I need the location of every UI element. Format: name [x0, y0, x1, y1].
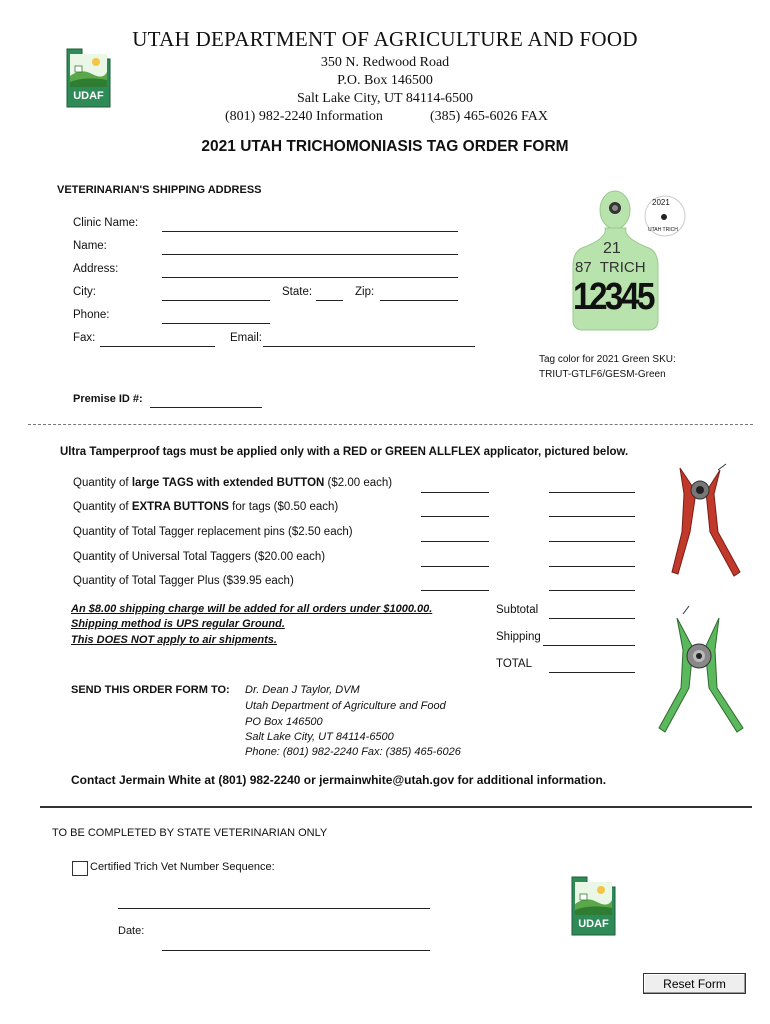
- red-applicator-image: [660, 462, 750, 582]
- qty-large-tags[interactable]: [421, 478, 489, 493]
- send-to-line-5: Phone: (801) 982-2240 Fax: (385) 465-6026: [245, 746, 461, 758]
- total-input[interactable]: [549, 658, 635, 673]
- phone-label: Phone:: [73, 309, 110, 321]
- item-tagger-plus: Quantity of Total Tagger Plus ($39.95 each): [73, 575, 294, 587]
- certified-label: Certified Trich Vet Number Sequence:: [90, 861, 275, 873]
- department-title: UTAH DEPARTMENT OF AGRICULTURE AND FOOD: [132, 27, 638, 51]
- state-vet-heading: TO BE COMPLETED BY STATE VETERINARIAN ONLY: [52, 827, 328, 839]
- send-to-label: SEND THIS ORDER FORM TO:: [71, 684, 230, 696]
- logo-text-bottom: UDAF: [578, 918, 609, 930]
- qty-tagger-plus[interactable]: [421, 576, 489, 591]
- certified-checkbox[interactable]: [72, 861, 88, 876]
- qty-replacement-pins[interactable]: [421, 527, 489, 542]
- tag-line2: 87 TRICH: [575, 259, 646, 276]
- premise-id-label: Premise ID #:: [73, 393, 143, 405]
- address-line-3: Salt Lake City, UT 84114-6500: [296, 91, 474, 106]
- address-input[interactable]: [162, 263, 458, 278]
- premise-id-input[interactable]: [150, 393, 262, 408]
- city-input[interactable]: [162, 286, 270, 301]
- shipping-note-1: An $8.00 shipping charge will be added for all orders under $1000.00.: [71, 603, 433, 615]
- clinic-name-input[interactable]: [162, 217, 458, 232]
- qty-universal-taggers[interactable]: [421, 552, 489, 567]
- trich-tag-image: [568, 188, 688, 333]
- divider-solid: [40, 806, 752, 808]
- item-replacement-pins: Quantity of Total Tagger replacement pins ($2.50 each): [73, 526, 353, 538]
- shipping-note-2: Shipping method is UPS regular Ground.: [71, 618, 285, 630]
- phone-info: (801) 982-2240 Information: [225, 109, 383, 124]
- fax-input[interactable]: [100, 332, 215, 347]
- send-to-line-1: Dr. Dean J Taylor, DVM: [245, 684, 360, 696]
- address-line-1: 350 N. Redwood Road: [320, 55, 450, 70]
- green-applicator-image: [655, 604, 750, 739]
- contact-info: Contact Jermain White at (801) 982-2240 or jermainwhite@utah.gov for additional information.: [71, 773, 607, 787]
- name-input[interactable]: [162, 240, 458, 255]
- address-line-2: P.O. Box 146500: [337, 73, 433, 88]
- tag-number: 12345: [573, 276, 653, 318]
- fax-info: (385) 465-6026 FAX: [430, 109, 548, 124]
- send-to-line-3: PO Box 146500: [245, 716, 323, 728]
- send-to-line-2: Utah Department of Agriculture and Food: [245, 700, 446, 712]
- amount-universal-taggers[interactable]: [549, 552, 635, 567]
- amount-large-tags[interactable]: [549, 478, 635, 493]
- phone-input[interactable]: [162, 309, 270, 324]
- item-large-tags: Quantity of large TAGS with extended BUTTON ($2.00 each): [73, 477, 393, 489]
- date-label: Date:: [118, 925, 145, 937]
- reset-form-button[interactable]: Reset Form: [643, 973, 746, 994]
- form-title: 2021 UTAH TRICHOMONIASIS TAG ORDER FORM: [201, 138, 569, 155]
- subtotal-input[interactable]: [549, 604, 635, 619]
- clinic-name-label: Clinic Name:: [73, 217, 139, 229]
- tag-color-note-1: Tag color for 2021 Green SKU:: [539, 354, 676, 365]
- city-label: City:: [73, 286, 96, 298]
- address-label: Address:: [73, 263, 119, 275]
- udaf-logo-bottom: [571, 876, 616, 936]
- zip-label: Zip:: [355, 286, 375, 298]
- tag-small-text: UTAH TRICH: [648, 227, 678, 233]
- shipping-total-label: Shipping: [496, 631, 541, 643]
- logo-text: UDAF: [73, 90, 104, 102]
- amount-extra-buttons[interactable]: [549, 502, 635, 517]
- zip-input[interactable]: [380, 286, 458, 301]
- applicator-note: Ultra Tamperproof tags must be applied only with a RED or GREEN ALLFLEX applicator, pictured below.: [60, 446, 629, 458]
- udaf-logo: [66, 48, 111, 108]
- tag-line1: 21: [603, 240, 621, 257]
- amount-tagger-plus[interactable]: [549, 576, 635, 591]
- divider-dotted: [28, 424, 753, 425]
- fax-label: Fax:: [73, 332, 96, 344]
- total-label: TOTAL: [496, 658, 532, 670]
- shipping-note-3: This DOES NOT apply to air shipments.: [71, 634, 277, 646]
- date-input[interactable]: [162, 936, 430, 951]
- email-label: Email:: [230, 332, 262, 344]
- state-label: State:: [282, 286, 313, 298]
- vet-number-sequence-input[interactable]: [118, 894, 430, 909]
- subtotal-label: Subtotal: [496, 604, 539, 616]
- send-to-line-4: Salt Lake City, UT 84114-6500: [245, 731, 394, 743]
- amount-replacement-pins[interactable]: [549, 527, 635, 542]
- tag-color-note-2: TRIUT-GTLF6/GESM-Green: [539, 369, 666, 380]
- state-input[interactable]: [316, 286, 343, 301]
- email-input[interactable]: [263, 332, 475, 347]
- item-extra-buttons: Quantity of EXTRA BUTTONS for tags ($0.50 each): [73, 501, 339, 513]
- name-label: Name:: [73, 240, 107, 252]
- item-universal-taggers: Quantity of Universal Total Taggers ($20.00 each): [73, 551, 326, 563]
- qty-extra-buttons[interactable]: [421, 502, 489, 517]
- shipping-heading: VETERINARIAN'S SHIPPING ADDRESS: [57, 184, 262, 196]
- tag-year: 2021: [652, 198, 670, 207]
- shipping-total-input[interactable]: [543, 631, 635, 646]
